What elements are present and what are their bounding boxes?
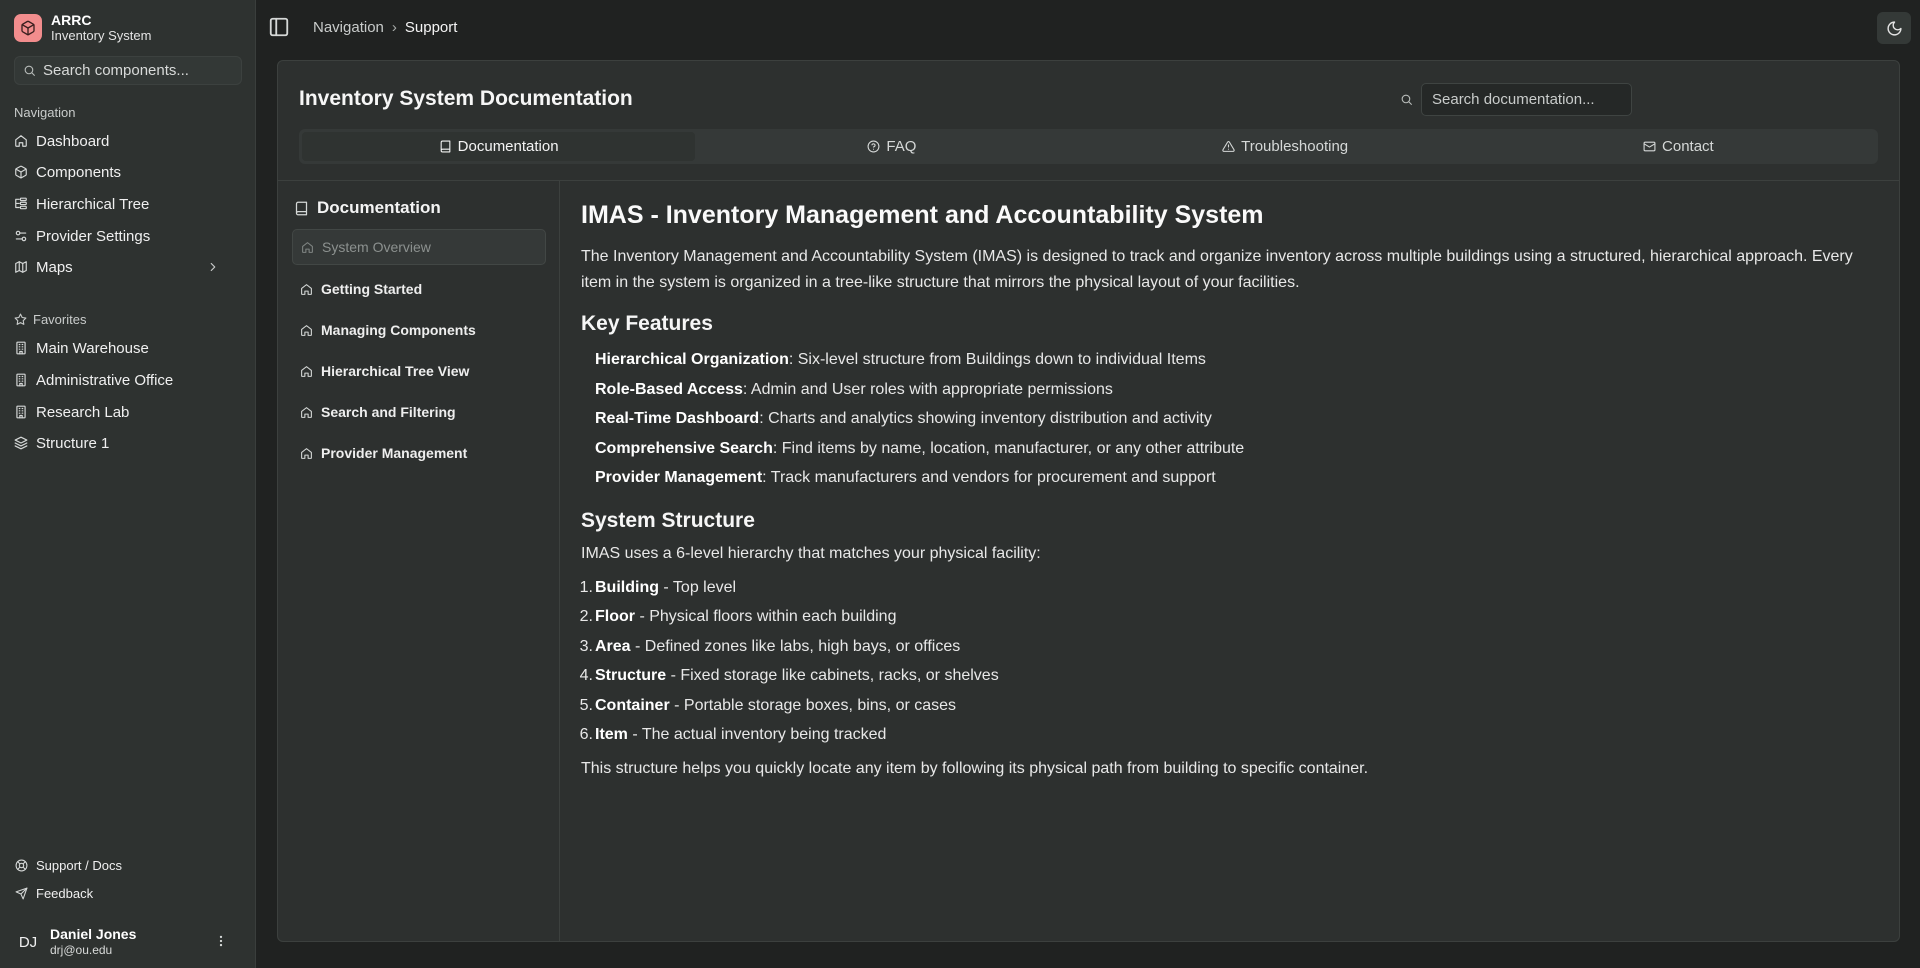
docnav-item-provider-management[interactable] (292, 435, 546, 471)
docnav-item-label: Provider Management (321, 445, 468, 461)
list-item (579, 661, 1881, 691)
star-icon (14, 313, 27, 326)
tree-icon (14, 197, 28, 211)
breadcrumb-navigation[interactable]: Navigation (313, 19, 384, 36)
brand-title: ARRC (51, 12, 92, 28)
system-structure-heading: System Structure (581, 508, 755, 532)
map-icon (14, 260, 28, 274)
sidebar-item-hierarchical-tree[interactable] (14, 191, 242, 217)
send-icon (14, 886, 28, 900)
tab-label: Documentation (457, 138, 559, 155)
level-desc: - Top level (658, 578, 737, 596)
sidebar-item-feedback[interactable] (14, 880, 242, 906)
docnav-item-label: Hierarchical Tree View (321, 363, 470, 379)
tab-label: Contact (1662, 138, 1714, 155)
sidebar-item-label: Support / Docs (36, 857, 122, 873)
nav-section-label: Navigation (14, 105, 76, 120)
lifebuoy-icon (14, 858, 28, 872)
home-icon (14, 134, 28, 148)
list-item (595, 345, 1881, 375)
list-item (579, 632, 1881, 662)
sidebar-item-label: Feedback (36, 885, 94, 901)
list-item (595, 463, 1881, 493)
level-desc: - Portable storage boxes, bins, or cases (669, 696, 957, 714)
home-icon (300, 365, 313, 378)
package-logo-icon (14, 14, 42, 42)
book-icon (294, 201, 309, 216)
level-desc: - Physical floors within each building (635, 608, 897, 625)
search-documentation-input[interactable] (1421, 83, 1632, 116)
features-list (595, 345, 1881, 493)
list-number: 6. (579, 726, 593, 743)
docnav-item-search-and-filtering[interactable] (292, 394, 546, 430)
level-desc: - Fixed storage like cabinets, racks, or shelves (666, 667, 999, 684)
sidebar-item-dashboard[interactable] (14, 128, 242, 154)
more-vertical-icon[interactable] (214, 934, 228, 948)
docnav-item-label: Getting Started (321, 281, 423, 297)
tab-list (299, 129, 1878, 164)
home-icon (300, 324, 313, 337)
favorites-label-text: Favorites (33, 312, 87, 327)
sidebar (0, 0, 256, 968)
level-term: Structure (595, 667, 667, 684)
sidebar-item-label: Components (36, 163, 122, 181)
layers-icon (14, 436, 28, 450)
theme-toggle-button[interactable] (1877, 12, 1911, 44)
list-item (595, 375, 1881, 405)
user-email: drj@ou.edu (50, 943, 113, 957)
content-heading: IMAS - Inventory Management and Accountability System (581, 201, 1264, 229)
search-components-input[interactable] (43, 62, 233, 79)
sidebar-item-components[interactable] (14, 159, 242, 185)
list-number: 2. (579, 608, 593, 625)
key-features-heading: Key Features (581, 312, 713, 335)
tab-troubleshooting[interactable] (1089, 132, 1482, 161)
sliders-icon (14, 229, 28, 243)
chevron-right-icon (206, 260, 220, 274)
favorite-item-administrative-office[interactable] (14, 367, 242, 393)
list-item (579, 602, 1881, 632)
feature-term: Real-Time Dashboard (595, 410, 760, 427)
documentation-nav (278, 181, 560, 942)
favorites-section-label (14, 312, 86, 327)
favorite-item-research-lab[interactable] (14, 399, 242, 425)
favorite-item-structure-1[interactable] (14, 430, 242, 456)
docnav-title (294, 198, 441, 218)
sidebar-item-label: Provider Settings (36, 227, 151, 245)
tab-label: Troubleshooting (1241, 138, 1349, 155)
feature-term: Provider Management (595, 469, 763, 486)
feature-desc: : Admin and User roles with appropriate permissions (742, 380, 1113, 398)
moon-icon (1886, 20, 1903, 37)
tab-label: FAQ (886, 138, 917, 155)
tab-documentation[interactable] (302, 132, 695, 161)
sidebar-item-label: Maps (36, 258, 73, 276)
feature-term: Hierarchical Organization (595, 351, 789, 368)
feature-desc: : Track manufacturers and vendors for procurement and support (762, 469, 1216, 486)
structure-outro: This structure helps you quickly locate any item by following its physical path from building to specific container. (581, 759, 1369, 777)
page-title: Inventory System Documentation (299, 87, 633, 110)
user-name: Daniel Jones (50, 926, 137, 942)
search-icon (1400, 93, 1413, 106)
breadcrumb-separator: › (391, 19, 397, 36)
building-icon (14, 341, 28, 355)
docnav-item-label: System Overview (322, 239, 431, 255)
sidebar-item-support-docs[interactable] (14, 852, 242, 878)
level-desc: - Defined zones like labs, high bays, or offices (630, 637, 961, 655)
book-icon (439, 140, 452, 153)
list-item (579, 573, 1881, 603)
sidebar-item-label: Dashboard (36, 132, 110, 150)
docnav-item-label: Managing Components (321, 322, 476, 338)
building-icon (14, 373, 28, 387)
list-item (595, 434, 1881, 464)
level-term: Floor (595, 608, 635, 625)
list-number: 3. (579, 637, 593, 655)
structure-intro: IMAS uses a 6-level hierarchy that matches your physical facility: (581, 544, 1041, 562)
sidebar-toggle-icon[interactable] (268, 16, 290, 38)
avatar: DJ (18, 933, 38, 951)
brand[interactable] (14, 12, 151, 44)
intro-paragraph: The Inventory Management and Accountability System (IMAS) is designed to track and organize inventory across multiple buildings using a structured, hierarchical approach. Every item in the system is organized in a tree-like structure that mirrors the physical layout of your facilities. (581, 248, 1853, 291)
sidebar-item-label: Hierarchical Tree (36, 195, 150, 213)
feature-term: Comprehensive Search (595, 439, 773, 457)
tab-contact[interactable] (1482, 132, 1875, 161)
doc-content (581, 201, 1881, 782)
list-number: 1. (579, 578, 593, 596)
sidebar-item-provider-settings[interactable] (14, 223, 242, 249)
level-term: Area (595, 637, 631, 655)
list-item (579, 720, 1881, 750)
level-term: Container (595, 696, 670, 714)
list-item (579, 691, 1881, 721)
sidebar-item-maps[interactable] (14, 254, 242, 280)
level-desc: - The actual inventory being tracked (627, 726, 887, 743)
breadcrumb-current: Support (404, 19, 458, 36)
level-term: Item (595, 726, 628, 743)
feature-desc: : Find items by name, location, manufacturer, or any other attribute (772, 439, 1245, 457)
documentation-card (277, 60, 1900, 942)
tab-faq[interactable] (695, 132, 1088, 161)
list-item (595, 404, 1881, 434)
feature-term: Role-Based Access (595, 380, 743, 398)
docnav-item-getting-started[interactable] (292, 271, 546, 307)
building-icon (14, 405, 28, 419)
favorite-item-label: Main Warehouse (36, 339, 149, 357)
favorite-item-label: Research Lab (36, 403, 130, 421)
user-menu[interactable] (14, 924, 242, 960)
package-icon (14, 165, 28, 179)
list-number: 4. (579, 667, 593, 684)
mail-icon (1643, 140, 1656, 153)
topbar (257, 0, 1920, 56)
feature-desc: : Six-level structure from Buildings down to individual Items (788, 351, 1206, 368)
docnav-item-label: Search and Filtering (321, 404, 456, 420)
search-icon (23, 64, 36, 77)
docnav-item-system-overview[interactable] (292, 229, 546, 265)
help-circle-icon (867, 140, 880, 153)
brand-subtitle: Inventory System (51, 28, 152, 43)
home-icon (300, 283, 313, 296)
favorite-item-label: Administrative Office (36, 371, 174, 389)
hierarchy-list (579, 573, 1881, 750)
docnav-title-text: Documentation (317, 198, 441, 217)
favorite-item-main-warehouse[interactable] (14, 335, 242, 361)
favorite-item-label: Structure 1 (36, 434, 110, 452)
home-icon (300, 406, 313, 419)
alert-triangle-icon (1222, 140, 1235, 153)
home-icon (301, 241, 314, 254)
list-number: 5. (579, 696, 593, 714)
docnav-item-managing-components[interactable] (292, 312, 546, 348)
feature-desc: : Charts and analytics showing inventory distribution and activity (759, 410, 1212, 427)
home-icon (300, 447, 313, 460)
docnav-item-hierarchical-tree-view[interactable] (292, 353, 546, 389)
breadcrumb (313, 19, 457, 36)
sidebar-search (14, 56, 242, 85)
level-term: Building (595, 578, 659, 596)
documentation-search (1400, 83, 1626, 116)
